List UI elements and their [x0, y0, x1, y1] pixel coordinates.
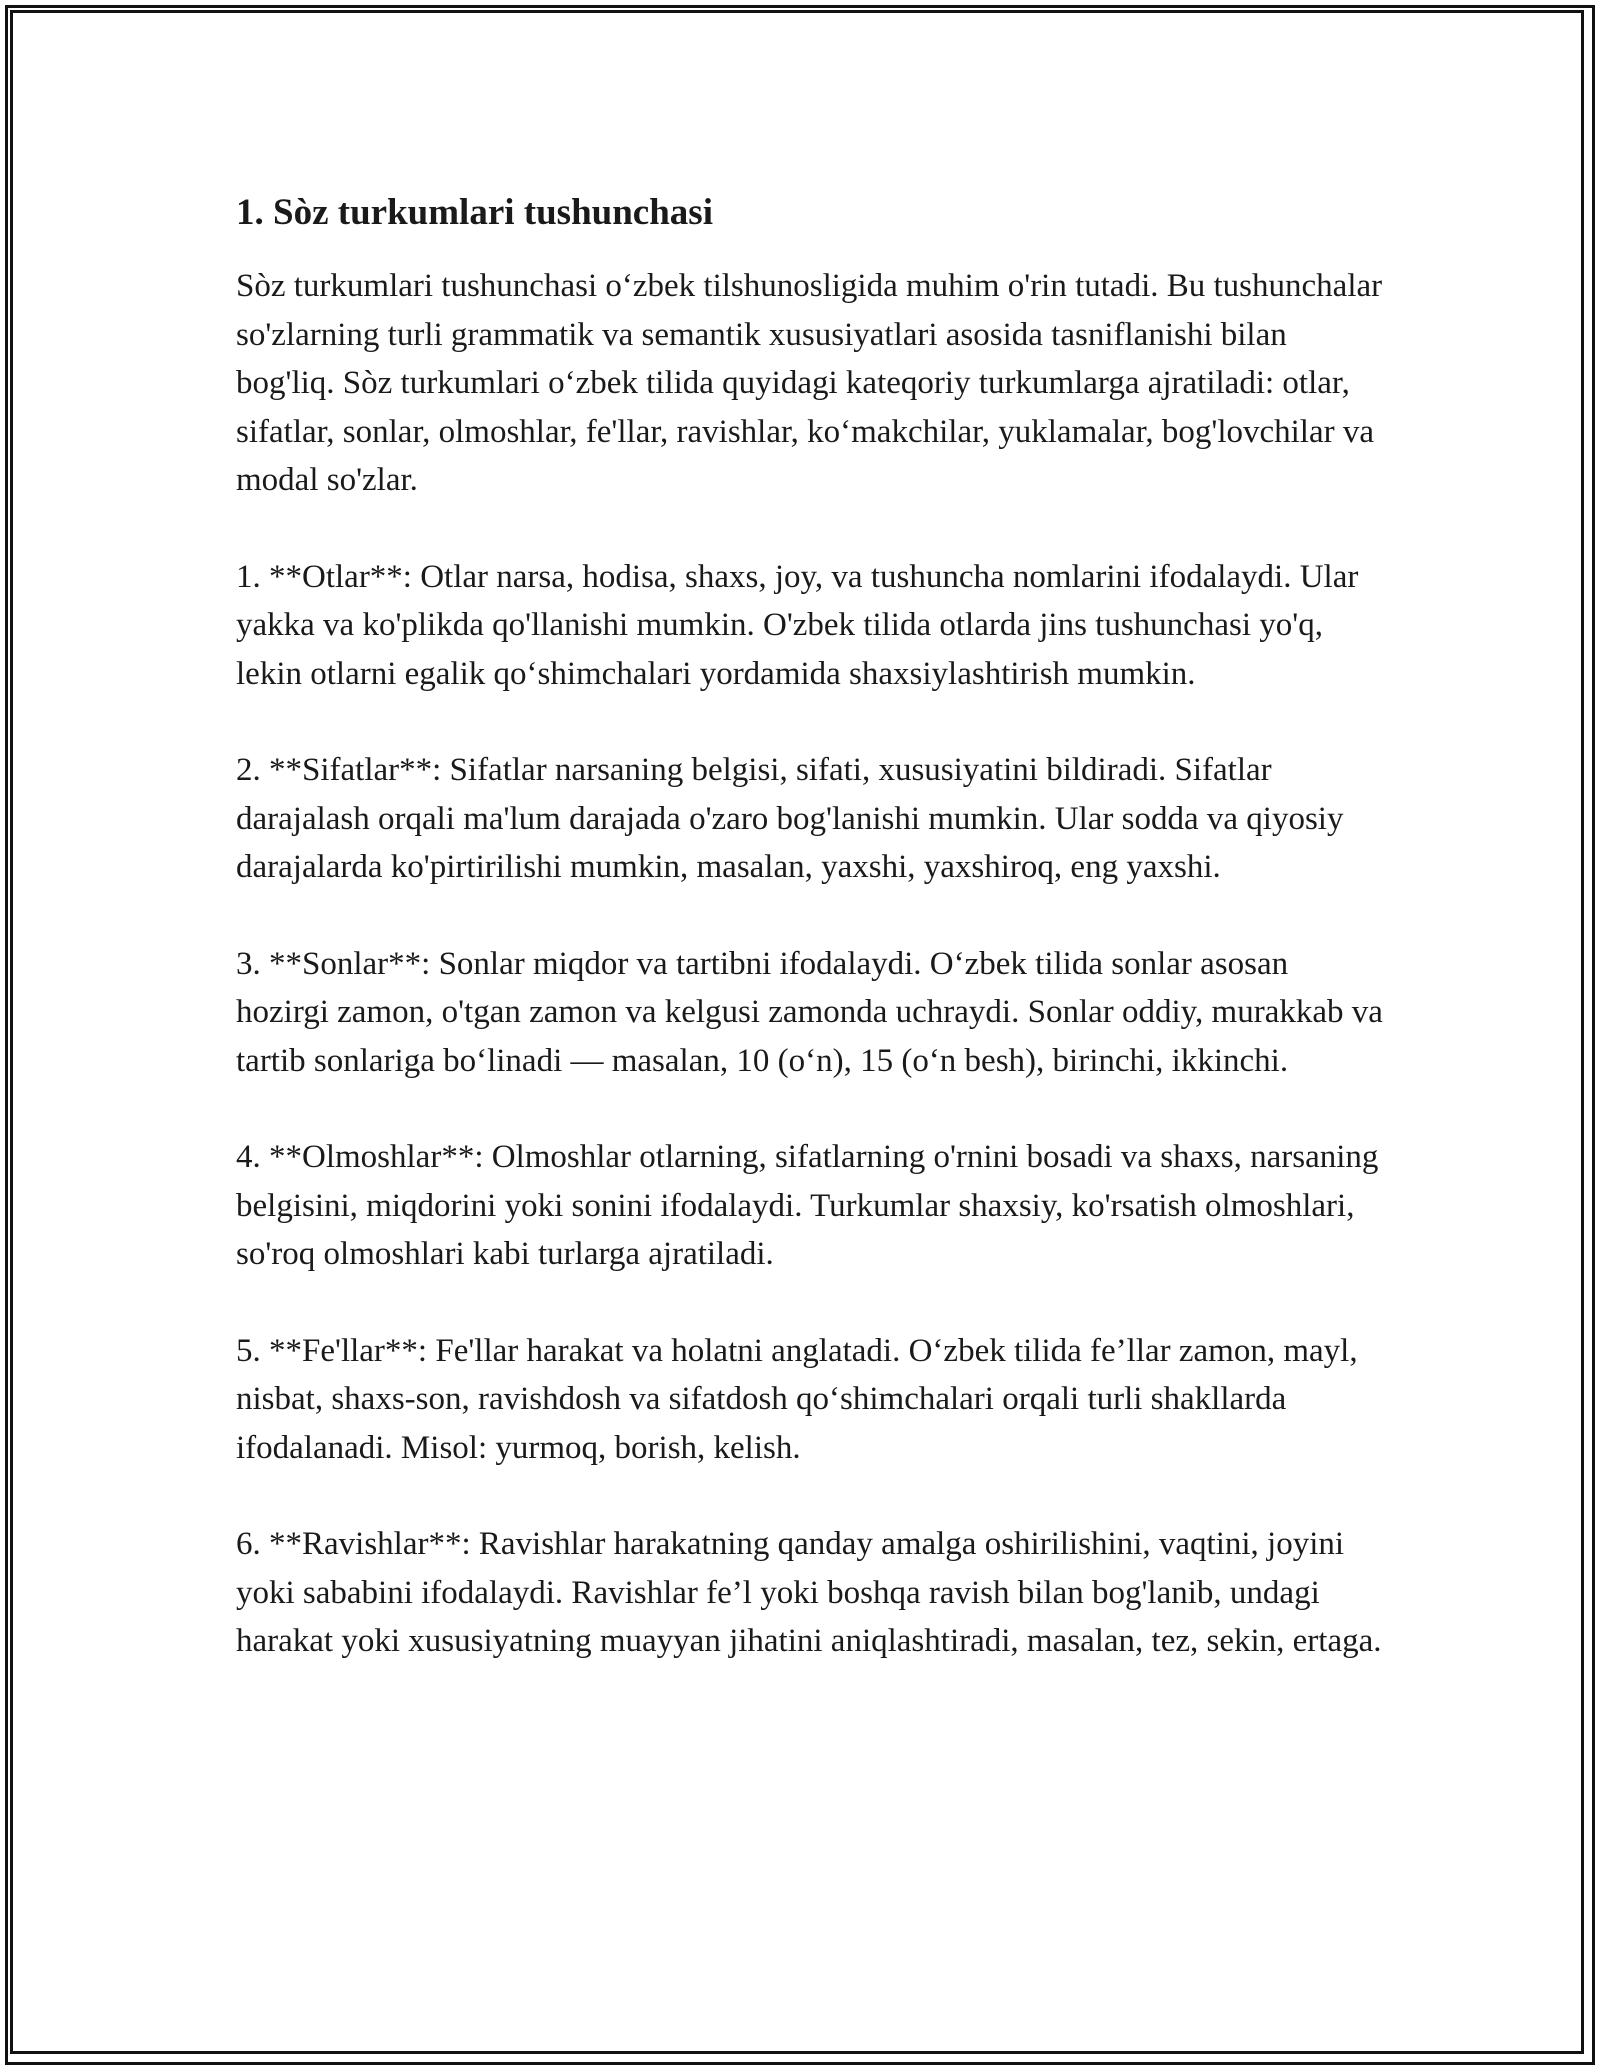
paragraph-ravishlar: 6. **Ravishlar**: Ravishlar harakatning qanday amalga oshirilishini, vaqtini, joyini yoki sababini ifodalaydi. Ravishlar fe’l yoki boshqa ravish bilan bog'lanib, undagi harakat yoki xususiyatning muayyan jihatini aniqlashtiradi, masalan, tez, sekin, ertaga.	[236, 1526, 1382, 1659]
paragraph-sonlar: 3. **Sonlar**: Sonlar miqdor va tartibni ifodalaydi. O‘zbek tilida sonlar asosan hozirgi zamon, o'tgan zamon va kelgusi zamonda uchraydi. Sonlar oddiy, murakkab va tartib sonlariga bo‘linadi — masalan, 10 (o‘n), 15 (o‘n besh), birinchi, ikkinchi.	[236, 945, 1383, 1079]
intro-paragraph: Sòz turkumlari tushunchasi o‘zbek tilshunosligida muhim o'rin tutadi. Bu tushunchalar so'zlarning turli grammatik va semantik xususiyatlari asosida tasniflanishi bilan bog'liq. Sòz turkumlari o‘zbek tilida quyidagi kateqoriy turkumlarga ajratiladi: otlar, sifatlar, sonlar, olmoshlar, fe'llar, ravishlar, ko‘makchilar, yuklamalar, bog'lovchilar va modal so'zlar.	[236, 268, 1383, 498]
document-body	[236, 188, 1386, 1714]
paragraph-fellar: 5. **Fe'llar**: Fe'llar harakat va holatni anglatadi. O‘zbek tilida fe’llar zamon, mayl, nisbat, shaxs-son, ravishdosh va sifatdosh qo‘shimchalari orqali turli shakllarda ifodalanadi. Misol: yurmoq, borish, kelish.	[236, 1332, 1358, 1466]
paragraph-otlar: 1. **Otlar**: Otlar narsa, hodisa, shaxs, joy, va tushuncha nomlarini ifodalaydi. Ular yakka va ko'plikda qo'llanishi mumkin. O'zbek tilida otlarda jins tushunchasi yo'q, lekin otlarni egalik qo‘shimchalari yordamida shaxsiylashtirish mumkin.	[236, 558, 1359, 692]
paragraph-olmoshlar: 4. **Olmoshlar**: Olmoshlar otlarning, sifatlarning o'rnini bosadi va shaxs, narsaning belgisini, miqdorini yoki sonini ifodalaydi. Turkumlar shaxsiy, ko'rsatish olmoshlari, so'roq olmoshlari kabi turlarga ajratiladi.	[236, 1139, 1379, 1272]
document-title: 1. Sòz turkumlari tushunchasi	[236, 192, 713, 233]
paragraph-sifatlar: 2. **Sifatlar**: Sifatlar narsaning belgisi, sifati, xususiyatini bildiradi. Sifatlar darajalash orqali ma'lum darajada o'zaro bog'lanishi mumkin. Ular sodda va qiyosiy darajalarda ko'pirtirilishi mumkin, masalan, yaxshi, yaxshiroq, eng yaxshi.	[236, 752, 1344, 885]
